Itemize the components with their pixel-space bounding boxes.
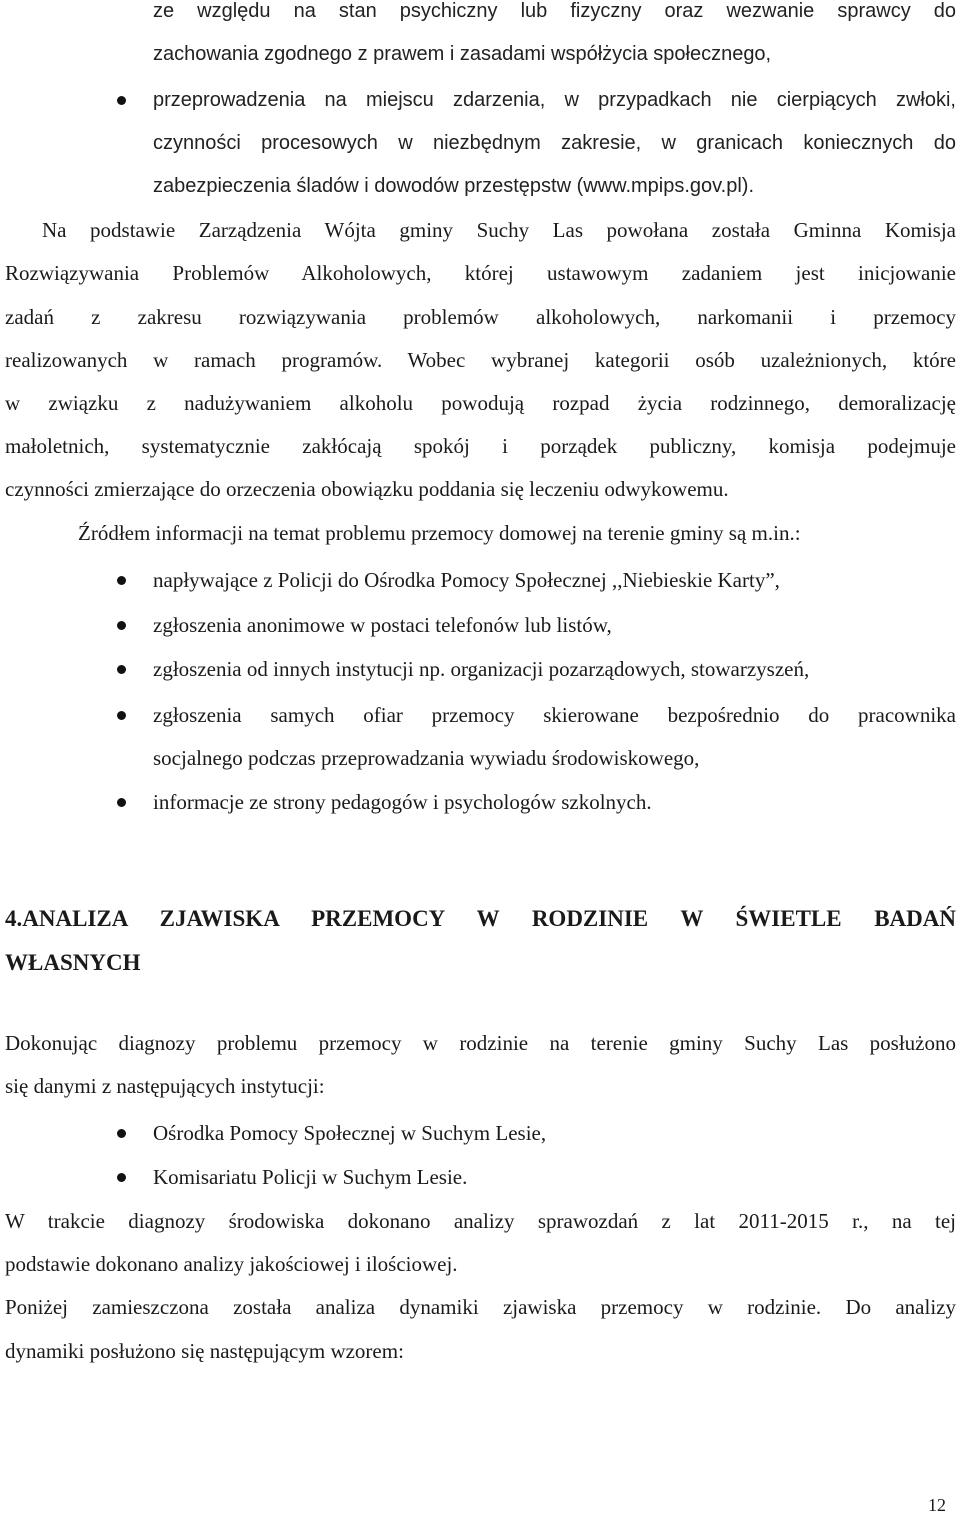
paragraph-line: w związku z nadużywaniem alkoholu powodują rozpad życia rodzinnego, demoralizację [5,391,956,415]
bullet-icon [117,665,126,674]
list-item: Ośrodka Pomocy Społecznej w Suchym Lesie, [153,1121,547,1145]
list-item: Komisariatu Policji w Suchym Lesie. [153,1165,468,1189]
paragraph-line: Poniżej zamieszczona została analiza dynamiki zjawiska przemocy w rodzinie. Do analizy [5,1295,956,1319]
list-item: zgłoszenia anonimowe w postaci telefonów lub listów, [153,613,612,637]
list-item: zgłoszenia od innych instytucji np. organizacji pozarządowych, stowarzyszeń, [153,657,810,681]
paragraph-line: się danymi z następujących instytucji: [5,1074,325,1098]
section-heading: WŁASNYCH [5,950,141,975]
paragraph-line: podstawie dokonano analizy jakościowej i ilościowej. [5,1252,458,1276]
page-number: 12 [928,1495,946,1515]
bullet-text-line: zachowania zgodnego z prawem i zasadami współżycia społecznego, [153,43,772,65]
paragraph-line: zadań z zakresu rozwiązywania problemów alkoholowych, narkomanii i przemocy [5,305,956,329]
list-item: informacje ze strony pedagogów i psychologów szkolnych. [153,790,652,814]
paragraph-line: Rozwiązywania Problemów Alkoholowych, której ustawowym zadaniem jest inicjowanie [5,261,956,285]
paragraph-line: dynamiki posłużono się następującym wzorem: [5,1339,404,1363]
paragraph-line: realizowanych w ramach programów. Wobec wybranej kategorii osób uzależnionych, które [5,348,956,372]
bullet-icon [117,621,126,630]
section-heading: 4.ANALIZA ZJAWISKA PRZEMOCY W RODZINIE W ŚWIETLE BADAŃ [5,906,956,931]
bullet-icon [117,798,126,807]
list-item: napływające z Policji do Ośrodka Pomocy Społecznej ,,Niebieskie Karty”, [153,568,780,592]
paragraph-line: W trakcie diagnozy środowiska dokonano analizy sprawozdań z lat 2011-2015 r., na tej [5,1209,956,1233]
list-item-continuation: socjalnego podczas przeprowadzania wywiadu środowiskowego, [153,746,700,770]
bullet-icon [117,576,126,585]
bullet-text-line: ze względu na stan psychiczny lub fizyczny oraz wezwanie sprawcy do [153,0,956,22]
paragraph-line: małoletnich, systematycznie zakłócają spokój i porządek publiczny, komisja podejmuje [5,434,956,458]
sources-intro: Źródłem informacji na temat problemu przemocy domowej na terenie gminy są m.in.: [78,521,801,545]
bullet-icon [117,96,126,105]
bullet-icon [117,1173,126,1182]
bullet-icon [117,1129,126,1138]
list-item: zgłoszenia samych ofiar przemocy skierowane bezpośrednio do pracownika [153,703,956,727]
paragraph-line: czynności zmierzające do orzeczenia obowiązku poddania się leczeniu odwykowemu. [5,477,729,501]
paragraph-line: Dokonując diagnozy problemu przemocy w rodzinie na terenie gminy Suchy Las posłużono [5,1031,956,1055]
paragraph-line: Na podstawie Zarządzenia Wójta gminy Suchy Las powołana została Gminna Komisja [42,218,956,242]
bullet-text-line: czynności procesowych w niezbędnym zakresie, w granicach koniecznych do [153,132,956,154]
bullet-icon [117,711,126,720]
bullet-text-line: przeprowadzenia na miejscu zdarzenia, w przypadkach nie cierpiących zwłoki, [153,89,956,111]
bullet-text-line: zabezpieczenia śladów i dowodów przestępstw (www.mpips.gov.pl). [153,175,755,197]
